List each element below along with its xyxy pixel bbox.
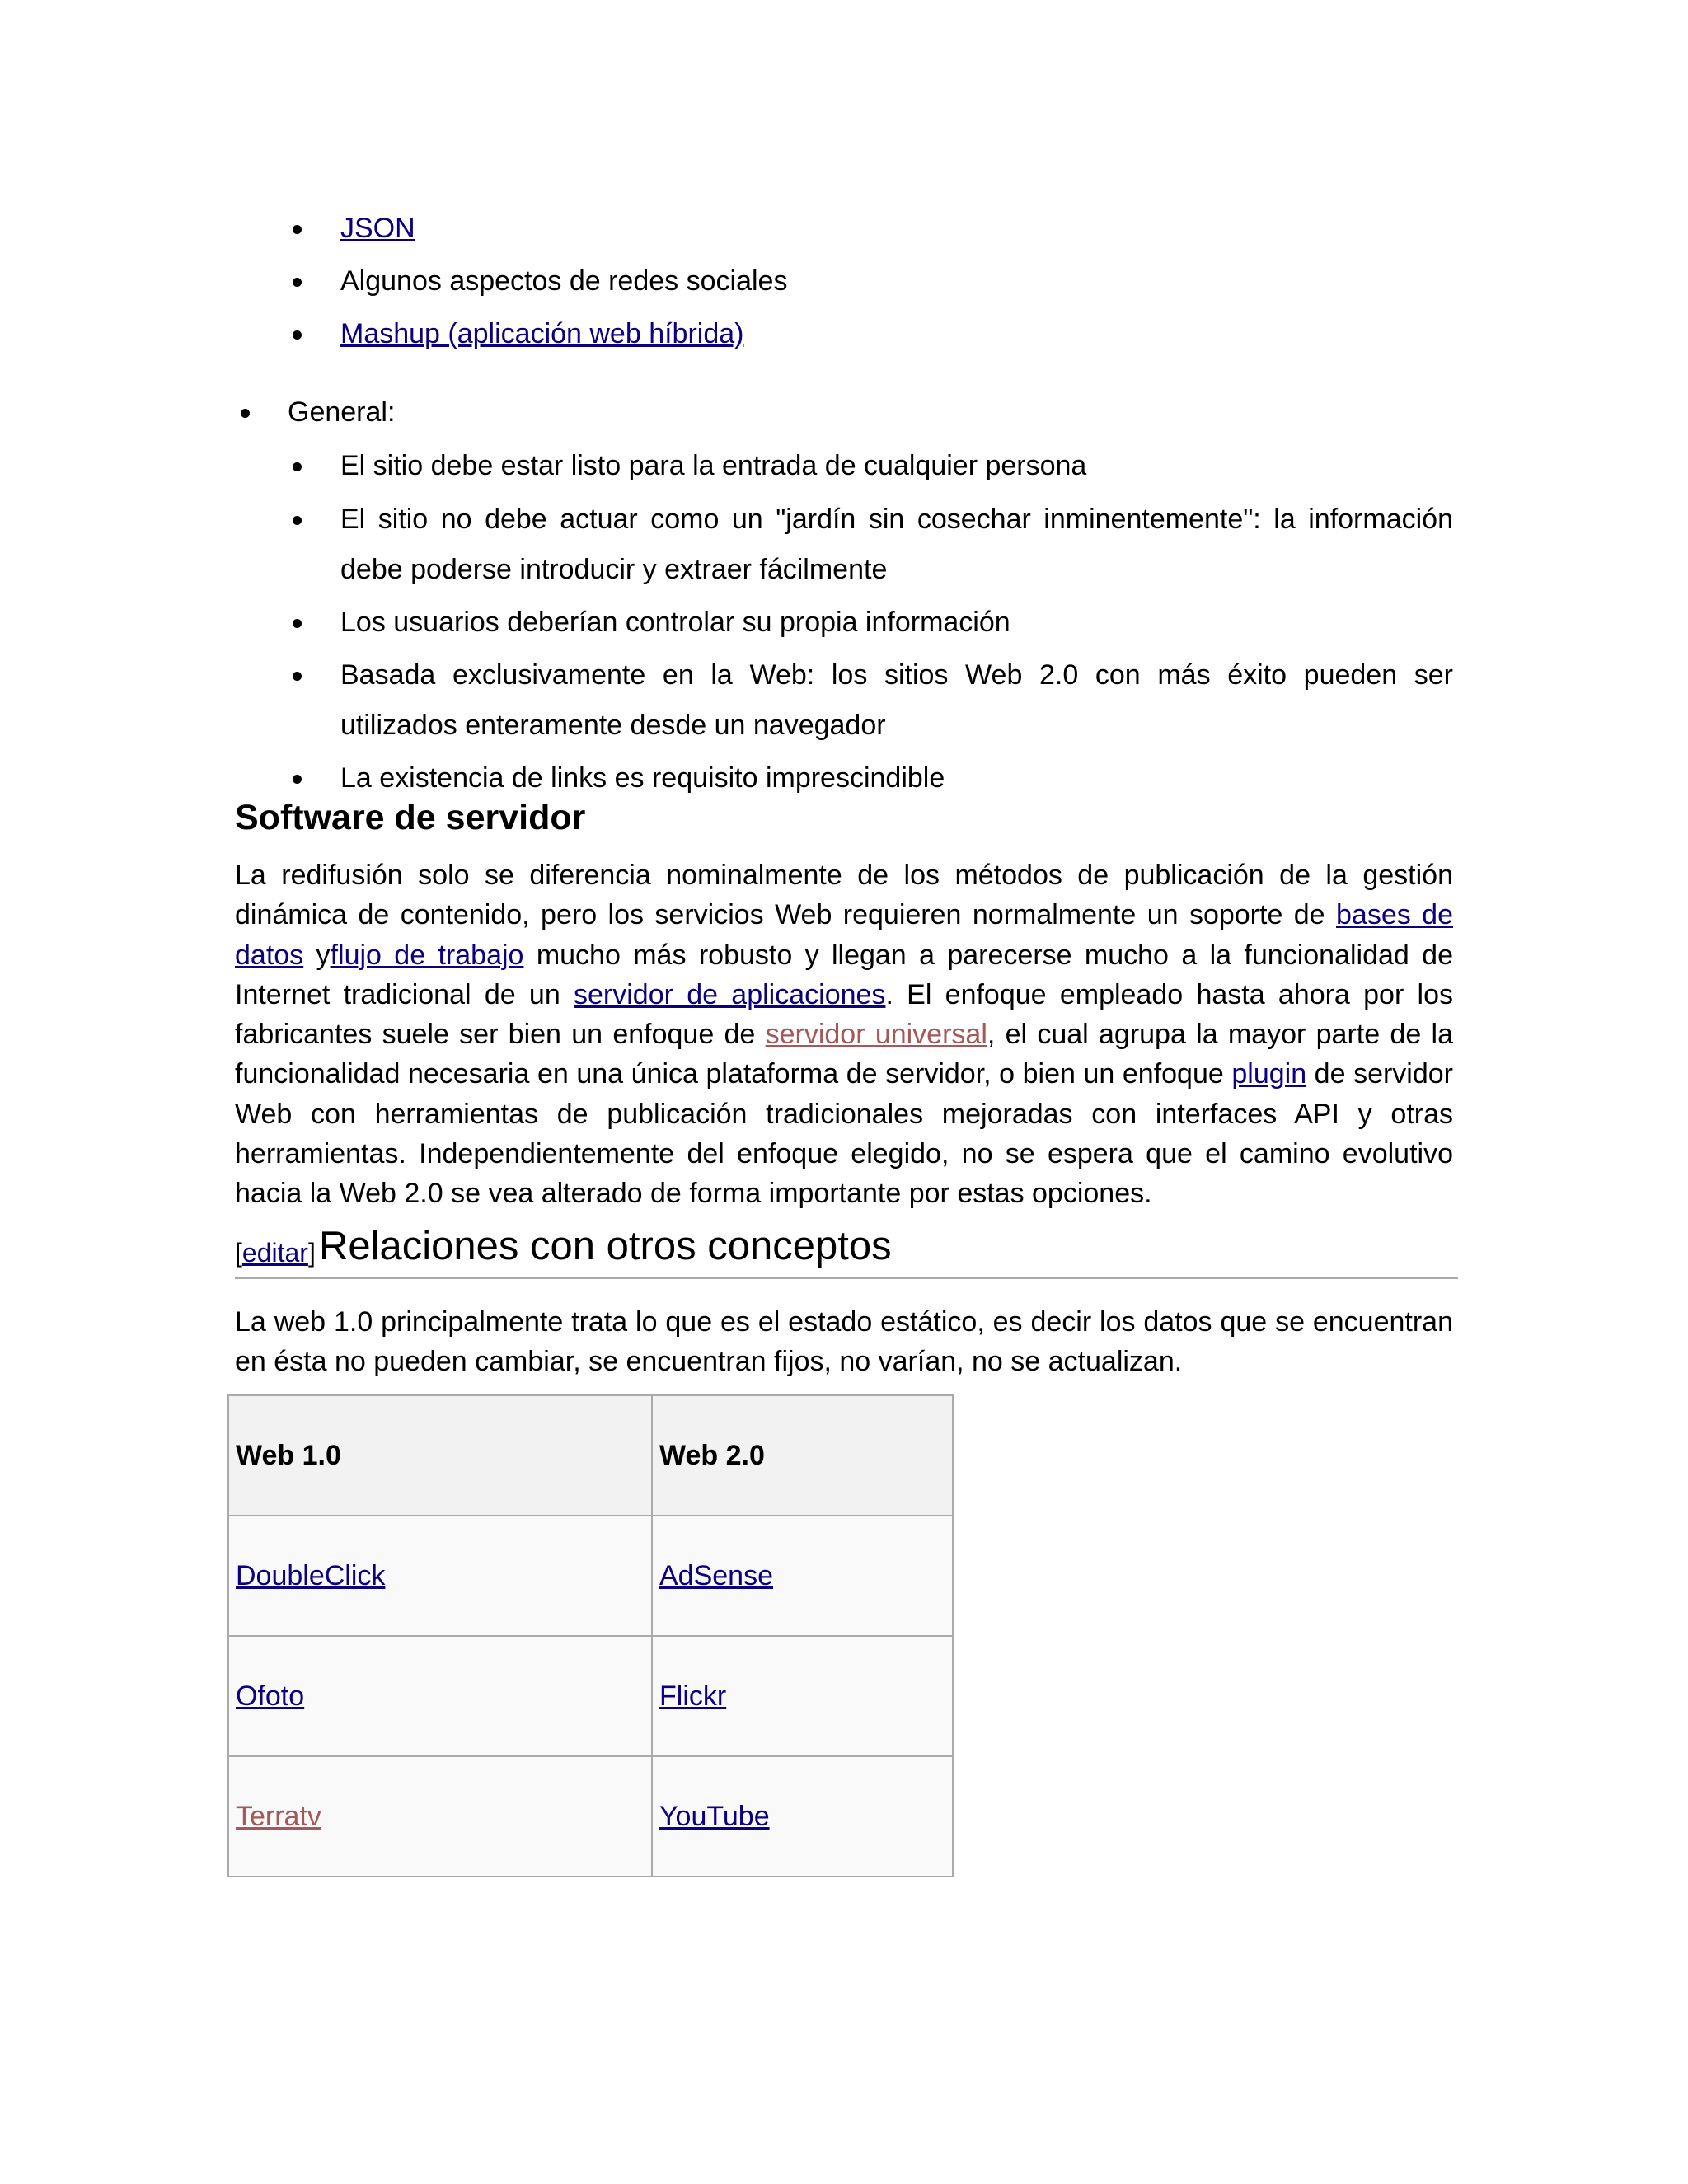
bullet-icon — [293, 516, 302, 525]
table-cell — [652, 1516, 953, 1636]
paragraph-text: La redifusión solo se diferencia nominalmente de los métodos de publicación de la gestión dinámica de contenido, pero los servicios Web requieren normalmente un soporte de — [235, 860, 1453, 931]
servidor-de-aplicaciones-link[interactable]: servidor de aplicaciones — [574, 978, 886, 1010]
youtube-link[interactable]: YouTube — [659, 1800, 770, 1832]
table-cell — [228, 1516, 652, 1636]
bullet-icon — [293, 775, 302, 784]
bullet-icon — [293, 330, 302, 340]
table-row — [228, 1756, 953, 1877]
table-header-row — [228, 1395, 953, 1516]
list-item-text: El sitio debe estar listo para la entrada de cualquier persona — [340, 450, 1087, 481]
software-paragraph — [235, 855, 1453, 1214]
bracket: [ — [235, 1238, 242, 1268]
edit-section — [235, 1238, 316, 1268]
bullet-icon — [293, 278, 302, 287]
list-item-text: Los usuarios deberían controlar su propia información — [340, 607, 1010, 638]
bullet-icon — [293, 462, 302, 471]
list-item-text: El sitio no debe actuar como un "jardín sin cosechar inminentemente": la información debe poderse introducir y extraer fácilmente — [340, 504, 1453, 585]
paragraph-text: . El enfoque empleado hasta ahora por los fabricantes suele ser bien un enfoque de — [235, 978, 1453, 1051]
relaciones-title: Relaciones con otros conceptos — [319, 1224, 892, 1268]
relaciones-paragraph: La web 1.0 principalmente trata lo que es el estado estático, es decir los datos que se encuentran en ésta no pueden cambiar, se encuentran fijos, no varían, no se actualizan. — [235, 1306, 1453, 1378]
flujo-de-trabajo-link[interactable]: flujo de trabajo — [330, 939, 524, 971]
bullet-icon — [293, 225, 302, 234]
table-row — [228, 1516, 953, 1636]
ofoto-link[interactable]: Ofoto — [236, 1680, 305, 1712]
table-cell — [228, 1756, 652, 1877]
bases-de-datos-link[interactable]: bases de datos — [235, 899, 1453, 971]
general-label: General: — [288, 396, 396, 428]
table-cell — [652, 1756, 953, 1877]
bullet-icon — [241, 409, 250, 418]
web-comparison-table — [227, 1394, 954, 1877]
adsense-link[interactable]: AdSense — [659, 1559, 773, 1591]
section-heading-relaciones — [235, 1220, 1458, 1279]
plugin-link[interactable]: plugin — [1231, 1058, 1307, 1090]
paragraph-text: de servidor Web con herramientas de publicación tradicionales mejoradas con interfaces API y otras herramientas. Independientemente del enfoque elegido, no se espera que el camino evolutivo hacia la Web 2.0 se vea alterado de forma importante por estas opciones. — [235, 1058, 1453, 1210]
list-item-text: Algunos aspectos de redes sociales — [340, 265, 788, 297]
table-header-web2: Web 2.0 — [652, 1395, 953, 1516]
table-row — [228, 1636, 953, 1756]
bullet-icon — [293, 672, 302, 681]
paragraph-text: , el cual agrupa la mayor parte de la funcionalidad necesaria en una única plataforma de servidor, o bien un enfoque — [235, 1019, 1453, 1090]
bracket: ] — [307, 1238, 316, 1268]
servidor-universal-link[interactable]: servidor universal — [765, 1019, 987, 1051]
bullet-icon — [293, 619, 302, 628]
flickr-link[interactable]: Flickr — [659, 1680, 727, 1712]
list-item-text: La existencia de links es requisito imprescindible — [340, 762, 945, 794]
mashup-link[interactable]: Mashup (aplicación web híbrida) — [340, 318, 744, 349]
list-item-text: Basada exclusivamente en la Web: los sitios Web 2.0 con más éxito pueden ser utilizados enteramente desde un navegador — [340, 659, 1453, 741]
table-header-web1: Web 1.0 — [228, 1395, 652, 1516]
terratv-link[interactable]: Terratv — [236, 1800, 321, 1832]
table-cell — [228, 1636, 652, 1756]
section-heading-software: Software de servidor — [235, 798, 586, 837]
json-link[interactable]: JSON — [340, 213, 415, 244]
edit-link[interactable]: editar — [241, 1238, 308, 1268]
paragraph-text: y — [303, 939, 331, 971]
doubleclick-link[interactable]: DoubleClick — [236, 1559, 386, 1591]
table-cell — [652, 1636, 953, 1756]
paragraph-text: mucho más robusto y llegan a parecerse mucho a la funcionalidad de Internet tradicional de un — [235, 939, 1453, 1010]
